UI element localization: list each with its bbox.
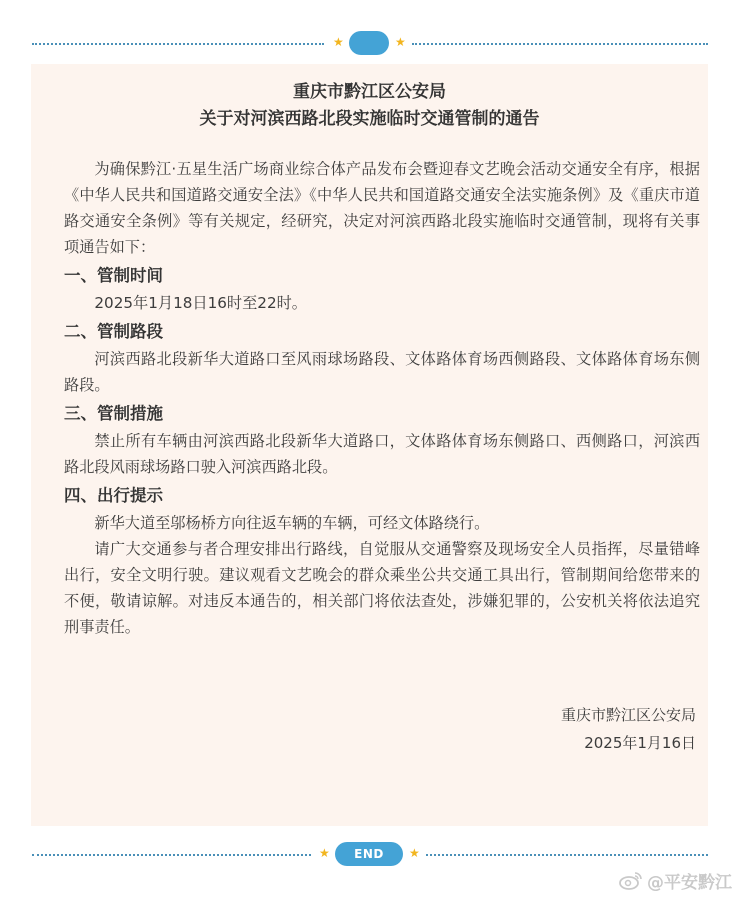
dotted-line-right <box>412 43 708 45</box>
org-title: 重庆市黔江区公安局 <box>293 82 446 102</box>
star-icon: ★ <box>409 846 420 860</box>
star-icon: ★ <box>333 35 344 49</box>
notice-title: 关于对河滨西路北段实施临时交通管制的通告 <box>199 109 540 129</box>
intro-paragraph: 为确保黔江·五星生活广场商业综合体产品发布会暨迎春文艺晚会活动交通安全有序，根据《中华人民共和国道路交通安全法》《中华人民共和国道路交通安全法实施条例》及《重庆市道路交通安全条例》等有关规定，经研究，决定对河滨西路北段实施临时交通管制，现将有关事项通告如下： <box>64 160 700 256</box>
dotted-line-right <box>426 854 708 856</box>
section-heading-measures: 三、管制措施 <box>64 404 163 423</box>
section-text-measures: 禁止所有车辆由河滨西路北段新华大道路口，文体路体育场东侧路口、西侧路口，河滨西路北段风雨球场路口驶入河滨西路北段。 <box>64 432 700 476</box>
dotted-line-left <box>32 43 324 45</box>
section-text-tips: 新华大道至邬杨桥方向往返车辆的车辆，可经文体路绕行。 <box>94 514 490 532</box>
signature-date: 2025年1月16日 <box>584 734 696 752</box>
weibo-watermark <box>619 866 732 894</box>
notice-body <box>64 156 700 640</box>
section-heading-time: 一、管制时间 <box>64 266 163 285</box>
section-text-time: 2025年1月18日16时至22时。 <box>94 294 307 312</box>
top-pill-badge <box>349 31 389 55</box>
section-heading-tips: 四、出行提示 <box>64 486 163 505</box>
end-badge: END <box>335 842 403 866</box>
section-heading-roads: 二、管制路段 <box>64 322 163 341</box>
closing-paragraph: 请广大交通参与者合理安排出行路线，自觉服从交通警察及现场安全人员指挥，尽量错峰出行，安全文明行驶。建议观看文艺晚会的群众乘坐公共交通工具出行，管制期间给您带来的不便，敬请谅解。对违反本通告的，相关部门将依法查处，涉嫌犯罪的，公安机关将依法追究刑事责任。 <box>64 540 700 636</box>
weibo-logo-icon <box>619 870 643 890</box>
watermark-text: @平安黔江 <box>647 872 732 893</box>
star-icon: ★ <box>395 35 406 49</box>
section-text-roads: 河滨西路北段新华大道路口至风雨球场路段、文体路体育场西侧路段、文体路体育场东侧路段。 <box>64 350 700 394</box>
dotted-line-left <box>32 854 311 856</box>
star-icon: ★ <box>319 846 330 860</box>
top-divider <box>0 29 740 59</box>
signature-org: 重庆市黔江区公安局 <box>560 706 696 724</box>
notice-card <box>31 64 708 826</box>
